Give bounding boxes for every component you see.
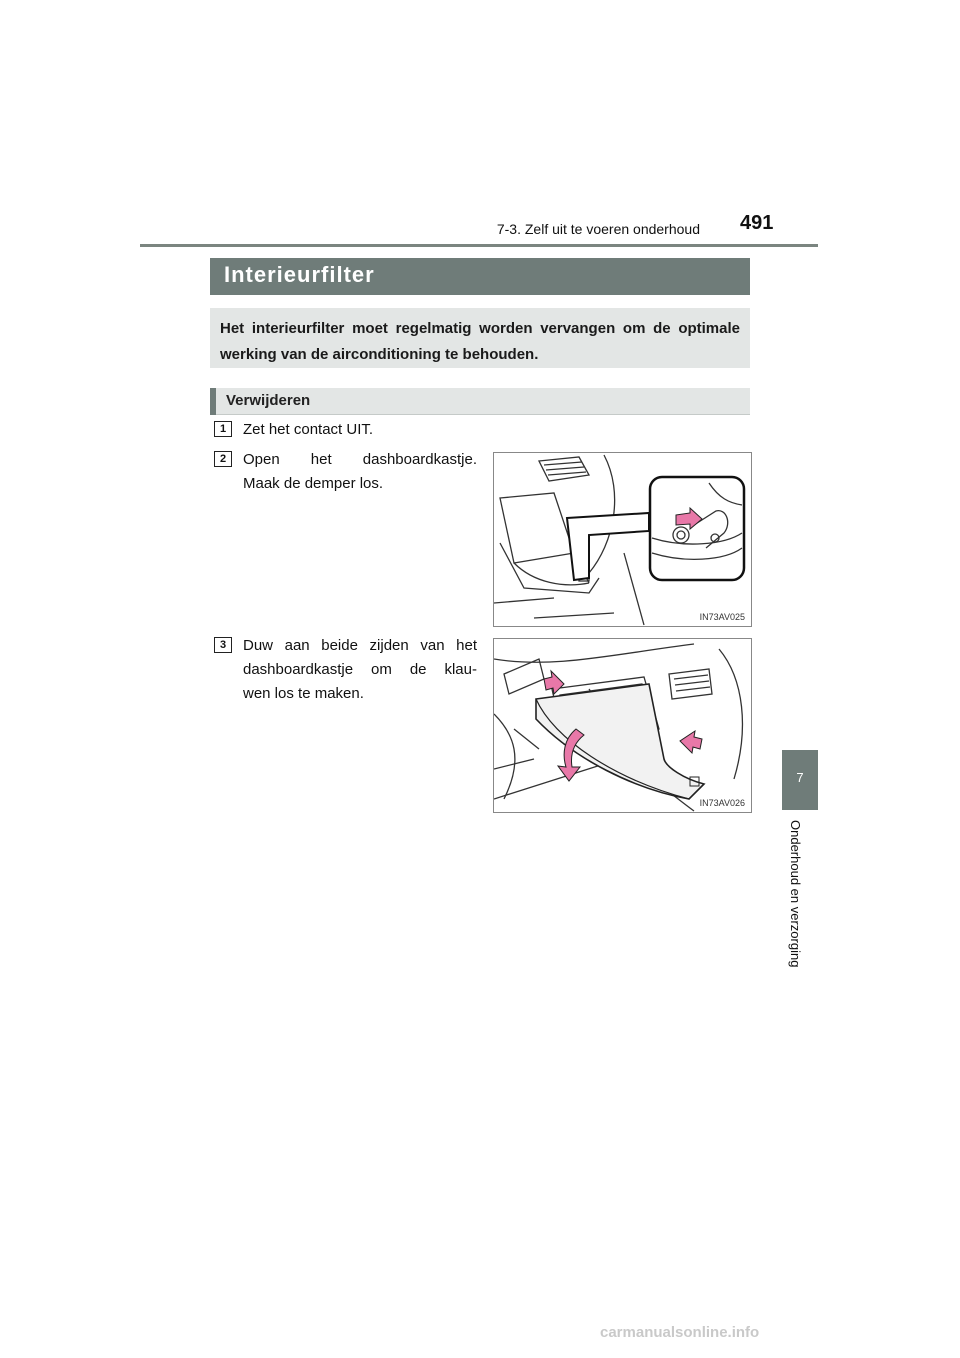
intro-text: Het interieurfilter moet regelmatig worden vervangen om de optimale werking van de airconditioning te behouden.	[220, 320, 740, 363]
subsection-title: Verwijderen	[226, 392, 311, 409]
step-3-line-2: dashboardkastje om de klau-	[243, 661, 477, 678]
figure-damper	[493, 452, 752, 627]
damper-illustration	[494, 453, 751, 626]
page-number: 491	[740, 212, 774, 234]
footer-watermark: carmanualsonline.info	[600, 1324, 760, 1341]
left-push-arrow-icon	[544, 671, 564, 694]
intro-box	[210, 308, 750, 368]
step-2-line-2: Maak de demper los.	[243, 475, 384, 492]
step-number-3: 3	[214, 637, 232, 653]
header-divider	[140, 244, 818, 247]
section-reference: 7-3. Zelf uit te voeren onderhoud	[496, 221, 700, 237]
figure-glovebox	[493, 638, 752, 813]
figure-code-1: IN73AV025	[699, 612, 745, 622]
page-title: Interieurfilter	[224, 262, 375, 287]
figure-code-2: IN73AV026	[699, 798, 745, 808]
chapter-label: Onderhoud en verzorging	[788, 820, 803, 968]
step-text-2	[243, 448, 477, 496]
subsection-accent	[210, 388, 216, 415]
step-text-3	[243, 634, 477, 706]
step-2-line-1: Open het dashboardkastje.	[243, 451, 477, 468]
right-push-arrow-icon	[680, 731, 702, 753]
title-bar	[210, 258, 750, 295]
subsection-bar	[210, 388, 750, 415]
chapter-number: 7	[796, 770, 804, 785]
step-text-1	[243, 418, 477, 442]
step-number-2: 2	[214, 451, 232, 467]
chapter-tab	[782, 750, 818, 810]
step-number-1: 1	[214, 421, 232, 437]
step-1-line-1: Zet het contact UIT.	[243, 421, 374, 438]
step-3-line-3: wen los te maken.	[243, 685, 364, 702]
glovebox-illustration	[494, 639, 751, 812]
step-3-line-1: Duw aan beide zijden van het	[243, 637, 477, 654]
